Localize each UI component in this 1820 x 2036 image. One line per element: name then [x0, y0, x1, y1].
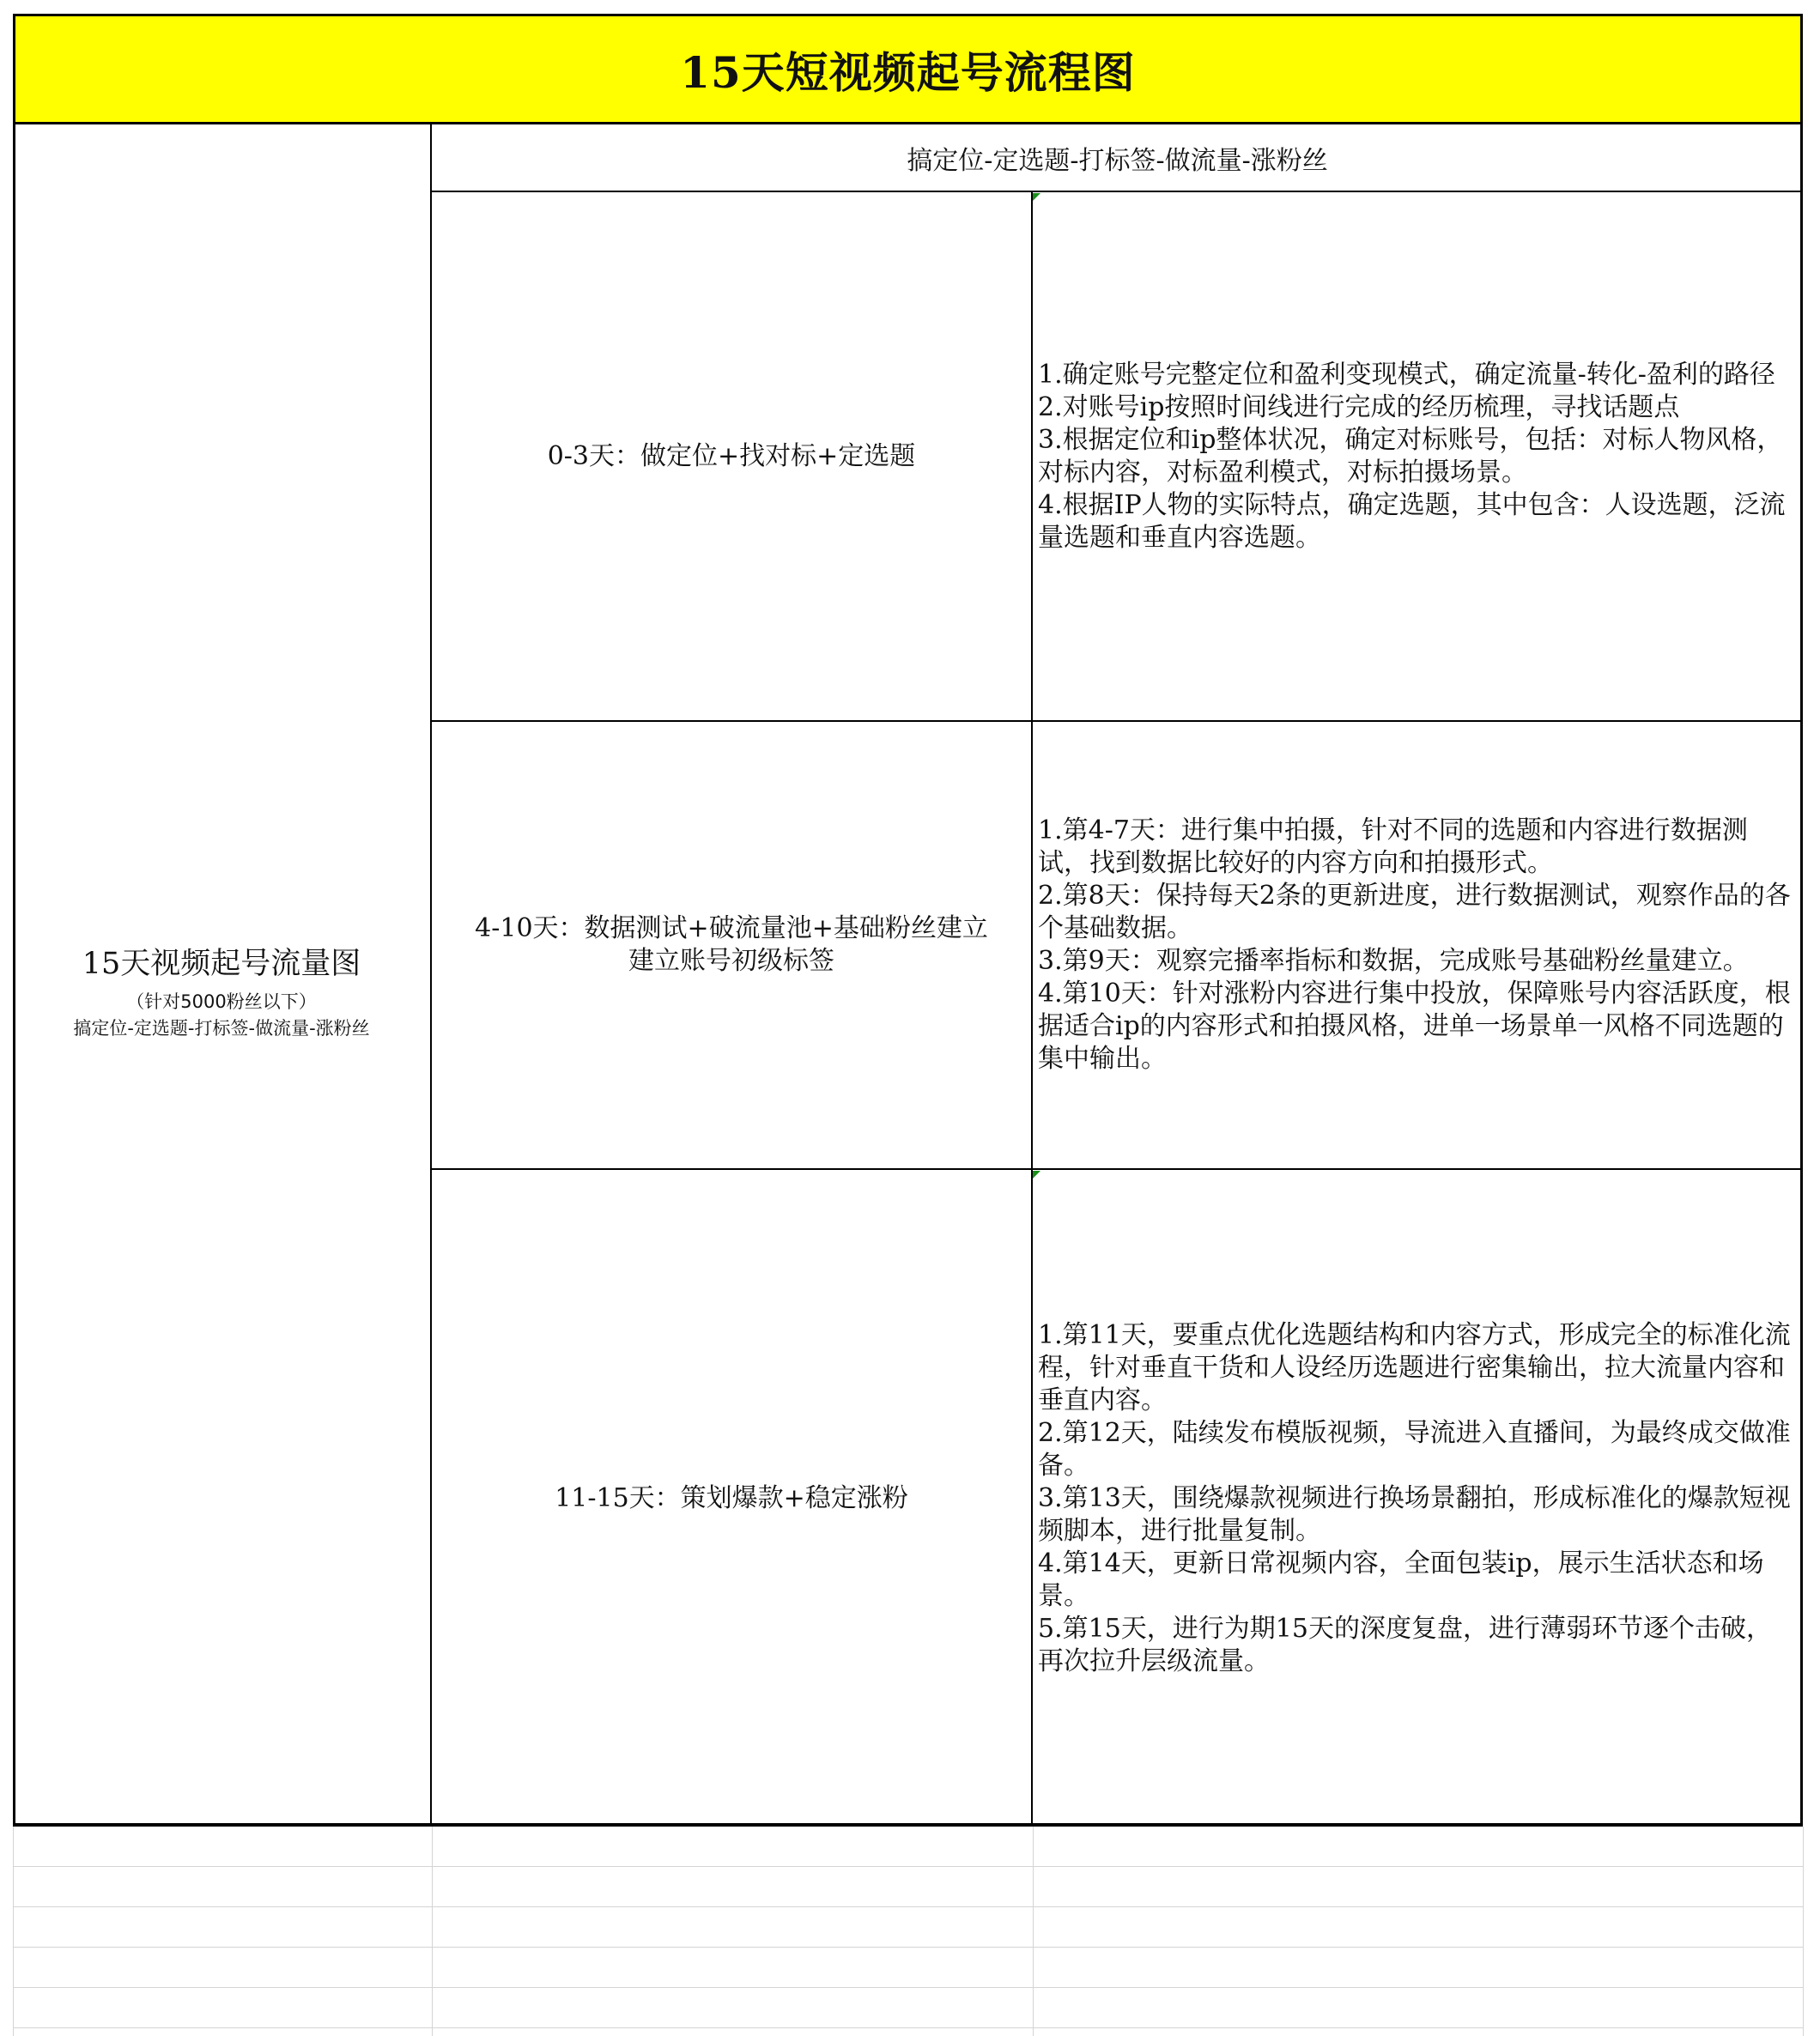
- comment-marker-icon[interactable]: [1033, 1171, 1040, 1179]
- empty-row[interactable]: [13, 1907, 1803, 1948]
- detail-list: [1038, 359, 1796, 554]
- left-merged-cell[interactable]: [13, 124, 432, 1827]
- detail-item: 5.第15天，进行为期15天的深度复盘，进行薄弱环节逐个击破，再次拉升层级流量。: [1038, 1613, 1772, 1676]
- left-panel-title: 15天视频起号流量图: [82, 946, 361, 981]
- gridline: [1033, 1827, 1034, 2036]
- title-cell[interactable]: [13, 14, 1803, 124]
- detail-item: 1.第4-7天：进行集中拍摄，针对不同的选题和内容进行数据测试，找到数据比较好的内容方向和拍摄形式。: [1038, 815, 1748, 878]
- detail-item: 4.第14天，更新日常视频内容，全面包装ip，展示生活状态和场景。: [1038, 1548, 1764, 1611]
- phase-cell-2[interactable]: [432, 722, 1033, 1170]
- phase-cell-1[interactable]: [432, 192, 1033, 722]
- detail-item: 1.第11天，要重点优化选题结构和内容方式，形成完全的标准化流程，针对垂直干货和人设经历选题进行密集输出，拉大流量内容和垂直内容。: [1038, 1319, 1791, 1415]
- detail-item: 4.第10天：针对涨粉内容进行集中投放，保障账号内容活跃度，根据适合ip的内容形式和拍摄风格，进单一场景单一风格不同选题的集中输出。: [1038, 979, 1791, 1074]
- flow-header-text: 搞定位-定选题-打标签-做流量-涨粉丝: [907, 145, 1328, 176]
- gridline: [13, 1827, 14, 2036]
- detail-cell-1[interactable]: [1033, 192, 1803, 722]
- empty-row[interactable]: [13, 1948, 1803, 1988]
- detail-list: [1038, 815, 1796, 1076]
- empty-row[interactable]: [13, 1827, 1803, 1867]
- gridline: [1803, 1827, 1804, 2036]
- left-panel-subtitle: （针对5000粉丝以下）: [126, 991, 317, 1012]
- page-title: 15天短视频起号流程图: [680, 46, 1136, 98]
- detail-item: 3.根据定位和ip整体状况，确定对标账号，包括：对标人物风格，对标内容，对标盈利模式，对标拍摄场景。: [1038, 424, 1783, 488]
- left-panel-flow: 搞定位-定选题-打标签-做流量-涨粉丝: [73, 1017, 370, 1039]
- detail-item: 3.第9天：观察完播率指标和数据，完成账号基础粉丝量建立。: [1038, 946, 1749, 976]
- detail-item: 4.根据IP人物的实际特点，确定选题，其中包含：人设选题，泛流量选题和垂直内容选题。: [1038, 489, 1786, 553]
- phase-label: 建立账号初级标签: [628, 946, 834, 976]
- detail-item: 2.对账号ip按照时间线进行完成的经历梳理，寻找话题点: [1038, 391, 1680, 422]
- phase-label: 0-3天：做定位+找对标+定选题: [547, 440, 916, 471]
- detail-item: 3.第13天，围绕爆款视频进行换场景翻拍，形成标准化的爆款短视频脚本，进行批量复制。: [1038, 1482, 1791, 1546]
- phase-cell-3[interactable]: [432, 1170, 1033, 1827]
- gridline: [432, 1827, 433, 2036]
- detail-item: 1.确定账号完整定位和盈利变现模式，确定流量-转化-盈利的路径: [1038, 359, 1775, 390]
- detail-list: [1038, 1319, 1796, 1678]
- empty-row[interactable]: [13, 1988, 1803, 2028]
- phase-label: 11-15天：策划爆款+稳定涨粉: [555, 1482, 908, 1513]
- flow-header-cell[interactable]: [432, 124, 1803, 192]
- detail-item: 2.第12天，陆续发布模版视频，导流进入直播间，为最终成交做准备。: [1038, 1417, 1791, 1481]
- phase-label: 4-10天：数据测试+破流量池+基础粉丝建立: [475, 913, 988, 943]
- empty-row[interactable]: [13, 1867, 1803, 1907]
- detail-cell-2[interactable]: [1033, 722, 1803, 1170]
- detail-cell-3[interactable]: [1033, 1170, 1803, 1827]
- detail-item: 2.第8天：保持每天2条的更新进度，进行数据测试，观察作品的各个基础数据。: [1038, 881, 1791, 943]
- comment-marker-icon[interactable]: [1033, 193, 1040, 201]
